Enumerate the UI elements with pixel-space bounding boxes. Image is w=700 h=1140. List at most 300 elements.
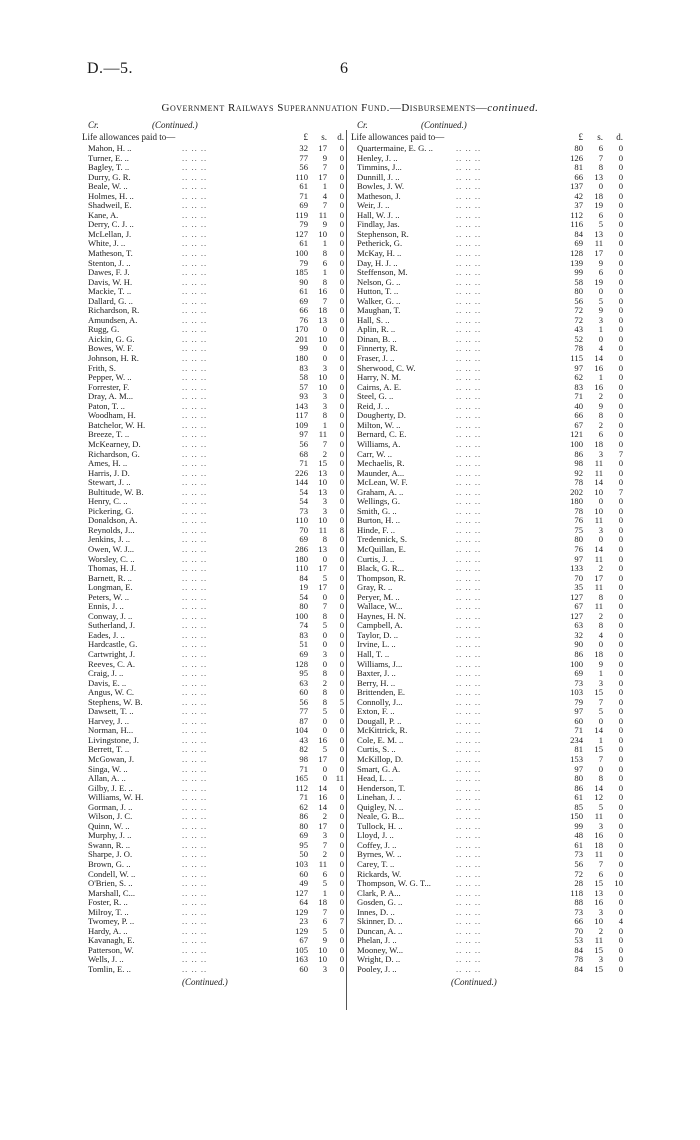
amount-shillings: 14	[318, 801, 327, 812]
amount-shillings: 7	[598, 859, 603, 870]
amount-shillings: 1	[322, 267, 327, 278]
amount-pounds: 82	[299, 744, 308, 755]
amount-pence: 0	[618, 543, 623, 554]
amount-pounds: 60	[574, 715, 583, 726]
amount-pounds: 105	[295, 944, 308, 955]
amount-shillings: 7	[322, 200, 327, 211]
leader-dots: .. .. ..	[456, 563, 482, 574]
payee-name: Holmes, H. ..	[88, 190, 134, 201]
amount-pence: 0	[618, 257, 623, 268]
amount-pence: 0	[618, 400, 623, 411]
amount-pence: 0	[618, 629, 623, 640]
amount-pounds: 61	[299, 181, 308, 192]
amount-pounds: 103	[570, 687, 583, 698]
allowances-label: Life allowances paid to—	[82, 132, 176, 142]
leader-dots: .. .. ..	[456, 295, 482, 306]
leader-dots: .. .. ..	[182, 200, 208, 211]
amount-shillings: 18	[318, 897, 327, 908]
leader-dots: .. .. ..	[456, 419, 482, 430]
leader-dots: .. .. ..	[182, 152, 208, 163]
amount-pounds: 127	[295, 228, 308, 239]
amount-pence: 11	[335, 773, 344, 784]
leader-dots: .. .. ..	[182, 353, 208, 364]
amount-pence: 0	[618, 190, 623, 201]
payee-name: Condell, W. ..	[88, 868, 136, 879]
amount-pounds: 67	[574, 601, 583, 612]
payee-name: Maughan, T.	[357, 305, 401, 316]
amount-shillings: 8	[598, 620, 603, 631]
payee-name: Dawsett, T. ..	[88, 706, 134, 717]
leader-dots: .. .. ..	[456, 353, 482, 364]
amount-pence: 7	[339, 916, 344, 927]
payee-name: Duncan, A. ..	[357, 925, 403, 936]
leader-dots: .. .. ..	[456, 209, 482, 220]
amount-pence: 0	[618, 200, 623, 211]
amount-pounds: 165	[295, 773, 308, 784]
amount-shillings: 8	[322, 248, 327, 259]
amount-shillings: 9	[598, 257, 603, 268]
amount-shillings: 1	[598, 324, 603, 335]
amount-shillings: 17	[594, 248, 603, 259]
payee-name: Steel, G. ..	[357, 391, 394, 402]
amount-pence: 0	[618, 248, 623, 259]
leader-dots: .. .. ..	[456, 725, 482, 736]
payee-name: Angus, W. C.	[88, 687, 135, 698]
amount-pounds: 86	[574, 448, 583, 459]
leader-dots: .. .. ..	[182, 181, 208, 192]
amount-pence: 0	[618, 792, 623, 803]
amount-pounds: 150	[570, 811, 583, 822]
amount-shillings: 4	[598, 343, 603, 354]
amount-shillings: 11	[594, 553, 603, 564]
amount-shillings: 1	[322, 181, 327, 192]
amount-pence: 0	[339, 553, 344, 564]
amount-shillings: 3	[322, 505, 327, 516]
payee-name: Woodham, H.	[88, 410, 136, 421]
leader-dots: .. .. ..	[456, 849, 482, 860]
amount-pounds: 78	[574, 343, 583, 354]
amount-pounds: 35	[574, 582, 583, 593]
leader-dots: .. .. ..	[182, 811, 208, 822]
leader-dots: .. .. ..	[456, 200, 482, 211]
payee-name: Innes, D. ..	[357, 906, 395, 917]
payee-name: Derry, C. J. ..	[88, 219, 134, 230]
leader-dots: .. .. ..	[456, 706, 482, 717]
amount-pence: 0	[339, 181, 344, 192]
leader-dots: .. .. ..	[456, 734, 482, 745]
amount-pounds: 143	[295, 400, 308, 411]
amount-shillings: 13	[318, 543, 327, 554]
amount-shillings: 9	[598, 658, 603, 669]
leader-dots: .. .. ..	[182, 381, 208, 392]
amount-shillings: 18	[594, 839, 603, 850]
leader-dots: .. .. ..	[182, 143, 208, 153]
amount-shillings: 16	[594, 897, 603, 908]
payee-name: Ennis, J. ..	[88, 601, 124, 612]
amount-pence: 0	[339, 925, 344, 936]
leader-dots: .. .. ..	[456, 238, 482, 249]
amount-shillings: 14	[318, 782, 327, 793]
amount-pounds: 85	[574, 801, 583, 812]
payee-name: Exton, F. ..	[357, 706, 395, 717]
amount-pence: 0	[618, 209, 623, 220]
amount-pounds: 84	[574, 964, 583, 975]
amount-pounds: 180	[295, 353, 308, 364]
payee-name: Sutherland, J.	[88, 620, 136, 631]
amount-pounds: 103	[295, 859, 308, 870]
leader-dots: .. .. ..	[182, 763, 208, 774]
amount-pounds: 72	[574, 868, 583, 879]
amount-pence: 0	[339, 152, 344, 163]
leader-dots: .. .. ..	[182, 773, 208, 784]
amount-shillings: 11	[594, 238, 603, 249]
leader-dots: .. .. ..	[456, 820, 482, 831]
leader-dots: .. .. ..	[182, 171, 208, 182]
payee-name: Wells, J. ..	[88, 954, 124, 965]
amount-pounds: 63	[574, 620, 583, 631]
amount-pence: 0	[618, 267, 623, 278]
leader-dots: .. .. ..	[182, 286, 208, 297]
amount-shillings: 19	[594, 200, 603, 211]
amount-pence: 0	[618, 820, 623, 831]
payee-name: Thompson, R.	[357, 572, 406, 583]
payee-name: Dallard, G. ..	[88, 295, 133, 306]
leader-dots: .. .. ..	[182, 897, 208, 908]
amount-pence: 0	[339, 820, 344, 831]
amount-shillings: 0	[322, 343, 327, 354]
amount-shillings: 6	[322, 916, 327, 927]
amount-pence: 0	[618, 438, 623, 449]
payee-name: Sharpe, J. O.	[88, 849, 133, 860]
leader-dots: .. .. ..	[182, 629, 208, 640]
amount-pence: 0	[618, 295, 623, 306]
shillings-unit: s.	[597, 132, 603, 142]
page-reference: D.—5.	[87, 60, 134, 77]
leader-dots: .. .. ..	[456, 620, 482, 631]
payee-name: Smith, G. ..	[357, 505, 397, 516]
leader-dots: .. .. ..	[182, 782, 208, 793]
amount-shillings: 6	[598, 267, 603, 278]
leader-dots: .. .. ..	[456, 248, 482, 259]
amount-pounds: 153	[570, 754, 583, 764]
amount-shillings: 1	[322, 887, 327, 898]
leader-dots: .. .. ..	[456, 448, 482, 459]
amount-pence: 0	[339, 171, 344, 182]
amount-pence: 0	[618, 925, 623, 936]
leader-dots: .. .. ..	[456, 267, 482, 278]
leader-dots: .. .. ..	[456, 868, 482, 879]
amount-pounds: 126	[570, 152, 583, 163]
leader-dots: .. .. ..	[182, 916, 208, 927]
amount-pence: 0	[618, 763, 623, 774]
amount-pounds: 77	[299, 706, 308, 717]
payee-name: Dray, A. M...	[88, 391, 134, 402]
leader-dots: .. .. ..	[182, 677, 208, 688]
amount-shillings: 0	[598, 763, 603, 774]
payee-name: Pepper, W. ..	[88, 372, 132, 383]
payee-name: Burton, H. ..	[357, 515, 400, 526]
amount-shillings: 17	[318, 171, 327, 182]
payee-name: Wallace, W...	[357, 601, 403, 612]
payee-name: Thompson, W. G. T...	[357, 878, 431, 889]
amount-pounds: 180	[570, 496, 583, 507]
amount-pence: 0	[618, 830, 623, 841]
leader-dots: .. .. ..	[182, 658, 208, 669]
leader-dots: .. .. ..	[456, 811, 482, 822]
amount-pounds: 121	[570, 429, 583, 440]
leader-dots: .. .. ..	[182, 715, 208, 726]
amount-pence: 0	[618, 639, 623, 650]
amount-pence: 0	[339, 543, 344, 554]
payee-name: O'Brien, S. ..	[88, 878, 133, 889]
amount-shillings: 3	[598, 524, 603, 535]
amount-pounds: 72	[574, 305, 583, 316]
leader-dots: .. .. ..	[182, 849, 208, 860]
amount-pounds: 69	[299, 295, 308, 306]
amount-pounds: 67	[574, 419, 583, 430]
payee-name: Rugg, G.	[88, 324, 120, 335]
amount-pence: 0	[339, 162, 344, 173]
leader-dots: .. .. ..	[456, 687, 482, 698]
amount-pounds: 118	[570, 887, 583, 898]
leader-dots: .. .. ..	[182, 324, 208, 335]
amount-pence: 0	[339, 324, 344, 335]
amount-pounds: 73	[574, 906, 583, 917]
amount-pence: 0	[618, 964, 623, 975]
leader-dots: .. .. ..	[456, 763, 482, 774]
amount-pence: 0	[339, 209, 344, 220]
payee-name: Baxter, J. ..	[357, 668, 396, 679]
amount-pence: 0	[339, 629, 344, 640]
amount-pounds: 90	[574, 639, 583, 650]
amount-pence: 0	[618, 505, 623, 516]
payee-name: Dinan, B. ..	[357, 333, 397, 344]
payee-name: Dawes, F. J.	[88, 267, 130, 278]
leader-dots: .. .. ..	[456, 276, 482, 287]
column-header-right	[351, 120, 623, 132]
cr-label: Cr.	[88, 120, 99, 130]
payee-name: Curtis, S. ..	[357, 744, 396, 755]
amount-shillings: 7	[598, 152, 603, 163]
payee-name: Steffenson, M.	[357, 267, 408, 278]
payee-name: Hall, W. J. ..	[357, 209, 400, 220]
amount-shillings: 0	[322, 763, 327, 774]
leader-dots: .. .. ..	[182, 591, 208, 602]
amount-shillings: 5	[322, 572, 327, 583]
amount-shillings: 3	[322, 400, 327, 411]
amount-pence: 0	[339, 935, 344, 946]
amount-pounds: 50	[299, 849, 308, 860]
leader-dots: .. .. ..	[456, 324, 482, 335]
amount-shillings: 0	[322, 725, 327, 736]
amount-pence: 0	[339, 677, 344, 688]
payee-name: Rickards, W.	[357, 868, 402, 879]
amount-pence: 0	[618, 419, 623, 430]
amount-shillings: 17	[318, 143, 327, 153]
payee-name: Phelan, J. ..	[357, 935, 397, 946]
leader-dots: .. .. ..	[456, 228, 482, 239]
amount-pounds: 127	[295, 887, 308, 898]
leader-dots: .. .. ..	[182, 458, 208, 469]
amount-pence: 0	[339, 238, 344, 249]
leader-dots: .. .. ..	[182, 725, 208, 736]
amount-pounds: 100	[570, 658, 583, 669]
amount-shillings: 9	[322, 219, 327, 230]
amount-pence: 0	[618, 897, 623, 908]
payee-name: Kavanagh, E.	[88, 935, 135, 946]
leader-dots: .. .. ..	[182, 801, 208, 812]
amount-shillings: 3	[322, 830, 327, 841]
amount-pounds: 60	[299, 964, 308, 975]
amount-pounds: 137	[570, 181, 583, 192]
leader-dots: .. .. ..	[182, 448, 208, 459]
payee-name: Shadweil, E.	[88, 200, 132, 211]
payee-name: Dunnill, J. ..	[357, 171, 400, 182]
amount-pence: 0	[339, 534, 344, 545]
amount-shillings: 17	[318, 754, 327, 764]
payee-name: Dougherty, D.	[357, 410, 406, 421]
left-column	[82, 120, 344, 989]
amount-shillings: 0	[598, 534, 603, 545]
payee-name: Peters, W. ..	[88, 591, 130, 602]
amount-pence: 0	[339, 763, 344, 774]
leader-dots: .. .. ..	[182, 706, 208, 717]
payee-name: Curtis, J. ..	[357, 553, 395, 564]
payee-name: Williams, J...	[357, 658, 403, 669]
leader-dots: .. .. ..	[182, 668, 208, 679]
leader-dots: .. .. ..	[182, 601, 208, 612]
amount-shillings: 10	[594, 916, 603, 927]
amount-pounds: 32	[574, 629, 583, 640]
amount-pounds: 97	[299, 429, 308, 440]
amount-shillings: 3	[598, 314, 603, 325]
leader-dots: .. .. ..	[182, 572, 208, 583]
leader-dots: .. .. ..	[456, 381, 482, 392]
amount-pounds: 52	[574, 333, 583, 344]
amount-pounds: 56	[299, 438, 308, 449]
leader-dots: .. .. ..	[182, 515, 208, 526]
amount-pence: 0	[339, 391, 344, 402]
amount-pounds: 100	[295, 610, 308, 621]
amount-pence: 0	[339, 515, 344, 526]
amount-pounds: 70	[574, 925, 583, 936]
amount-pounds: 53	[574, 935, 583, 946]
amount-pounds: 19	[299, 582, 308, 593]
payee-name: Quinn, W. ..	[88, 820, 130, 831]
payee-name: Longman, E.	[88, 582, 133, 593]
payee-name: McLean, W. F.	[357, 477, 408, 488]
amount-pence: 0	[339, 715, 344, 726]
amount-shillings: 17	[318, 563, 327, 574]
payee-name: Livingstone, J.	[88, 734, 139, 745]
amount-pence: 0	[339, 228, 344, 239]
payee-name: Richardson, R.	[88, 305, 140, 316]
payee-name: Breeze, T. ..	[88, 429, 130, 440]
amount-pence: 0	[618, 162, 623, 173]
amount-shillings: 0	[322, 639, 327, 650]
leader-dots: .. .. ..	[456, 639, 482, 650]
amount-pence: 0	[618, 515, 623, 526]
leader-dots: .. .. ..	[182, 257, 208, 268]
leader-dots: .. .. ..	[182, 467, 208, 478]
amount-pounds: 75	[574, 524, 583, 535]
payee-name: Lloyd, J. ..	[357, 830, 394, 841]
payee-name: Bagley, T. ..	[88, 162, 130, 173]
payee-name: Cartwright, J.	[88, 648, 136, 659]
payee-name: McLellan, J.	[88, 228, 132, 239]
leader-dots: .. .. ..	[182, 438, 208, 449]
leader-dots: .. .. ..	[182, 400, 208, 411]
amount-pence: 0	[339, 964, 344, 975]
amount-pounds: 80	[299, 601, 308, 612]
amount-shillings: 0	[598, 496, 603, 507]
leader-dots: .. .. ..	[182, 648, 208, 659]
amount-pounds: 63	[299, 677, 308, 688]
amount-shillings: 8	[322, 696, 327, 707]
amount-shillings: 5	[322, 744, 327, 755]
amount-pounds: 69	[574, 668, 583, 679]
leader-dots: .. .. ..	[182, 553, 208, 564]
amount-pence: 0	[618, 181, 623, 192]
amount-shillings: 15	[318, 458, 327, 469]
column-header-left	[82, 120, 344, 132]
amount-pence: 0	[339, 305, 344, 316]
leader-dots: .. .. ..	[182, 944, 208, 955]
amount-pence: 0	[618, 353, 623, 364]
leader-dots: .. .. ..	[456, 305, 482, 316]
amount-pounds: 81	[574, 162, 583, 173]
amount-pence: 0	[618, 859, 623, 870]
amount-pounds: 56	[299, 696, 308, 707]
amount-shillings: 0	[598, 333, 603, 344]
amount-shillings: 6	[598, 429, 603, 440]
amount-shillings: 7	[322, 839, 327, 850]
amount-pounds: 99	[574, 820, 583, 831]
amount-pence: 8	[339, 524, 344, 535]
payee-name: Twomey, P. ..	[88, 916, 135, 927]
amount-shillings: 3	[598, 954, 603, 965]
leader-dots: .. .. ..	[456, 391, 482, 402]
leader-dots: .. .. ..	[182, 906, 208, 917]
leader-dots: .. .. ..	[456, 916, 482, 927]
amount-pence: 0	[618, 706, 623, 717]
amount-pence: 7	[618, 486, 623, 497]
payee-name: Conway, J. ..	[88, 610, 133, 621]
leader-dots: .. .. ..	[182, 372, 208, 383]
payee-name: Thomas, H. J.	[88, 563, 136, 574]
amount-shillings: 17	[594, 572, 603, 583]
amount-shillings: 10	[318, 381, 327, 392]
amount-shillings: 19	[594, 276, 603, 287]
leader-dots: .. .. ..	[456, 792, 482, 803]
leader-dots: .. .. ..	[456, 658, 482, 669]
leader-dots: .. .. ..	[456, 257, 482, 268]
amount-pence: 0	[618, 372, 623, 383]
leader-dots: .. .. ..	[456, 744, 482, 755]
title-continued: continued.	[487, 102, 539, 114]
payee-name: Mechaelis, R.	[357, 458, 405, 469]
amount-pounds: 88	[574, 897, 583, 908]
amount-pence: 0	[339, 849, 344, 860]
leader-dots: .. .. ..	[456, 314, 482, 325]
amount-shillings: 1	[598, 734, 603, 745]
pounds-unit: £	[578, 132, 583, 142]
leader-dots: .. .. ..	[456, 143, 482, 153]
leader-dots: .. .. ..	[456, 668, 482, 679]
leader-dots: .. .. ..	[456, 887, 482, 898]
payee-name: Haynes, H. N.	[357, 610, 406, 621]
amount-pence: 0	[339, 219, 344, 230]
